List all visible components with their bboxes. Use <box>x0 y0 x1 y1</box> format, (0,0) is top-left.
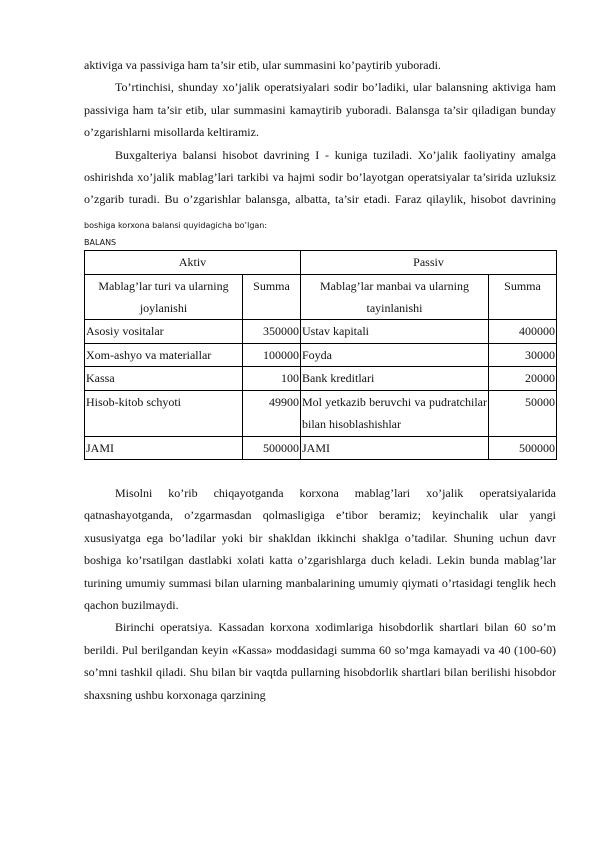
paragraph-2: To’rtinchisi, shunday xo’jalik operatsiyalari sodir bo’ladiki, ular balansning aktiviga ham passiviga ham ta’sir etib, ular summasini kamaytirib yuboradi. Balansga ta’sir qiladigan bunday o’zgarishlarni misollarda keltiramiz. <box>84 80 556 140</box>
aktiv-header: Aktiv <box>85 251 301 274</box>
source-sum: 400000 <box>489 320 557 343</box>
col-header-assets: Mablag’lar turi va ularning joylanishi <box>85 274 243 320</box>
paragraph-3 <box>84 144 556 238</box>
table-caption: BALANS <box>84 238 117 248</box>
paragraph-4: Misolni ko’rib chiqayotganda korxona mablag’lari xo’jalik operatsiyalarida qatnashayotganda, o’zgarmasdan qolmasligiga e’tibor beramiz; keyinchalik ular yangi xususiyatga ega bo’ladilar yoki bir shakldan ikkinchi shaklga o’tadilar. Shuning uchun davr boshiga ko’rsatilgan dastlabki xolati katta o’zgarishlarga duch keladi. Lekin bunda mablag’lar turining umumiy summasi bilan ularning manbalarining umumiy qiymati o’rtasidagi tenglik hech qachon buzilmaydi. <box>84 485 556 612</box>
asset-name: Asosiy vositalar <box>85 320 243 343</box>
source-name: Ustav kapitali <box>301 320 489 343</box>
source-sum: 50000 <box>489 390 557 436</box>
paragraph-5: Birinchi operatsiya. Kassadan korxona xodimlariga hisobdorlik shartlari bilan 60 so’m berildi. Pul berilgandan keyin «Kassa» moddasidagi summa 60 so’mga kamayadi va 40 (100-60) so’mni tashkil qiladi. Shu bilan bir vaqtda pullarning hisobdorlik shartlari bilan berilishi hisobdor shaxsning ushbu korxonaga qarzining <box>84 620 556 702</box>
total-label-left: JAMI <box>85 436 243 459</box>
asset-name: Kassa <box>85 367 243 390</box>
asset-sum: 350000 <box>243 320 301 343</box>
asset-sum: 49900 <box>243 390 301 436</box>
total-sources: 500000 <box>489 436 557 459</box>
source-name: Bank kreditlari <box>301 367 489 390</box>
table-column-header-row <box>85 274 557 320</box>
asset-sum: 100 <box>243 367 301 390</box>
source-sum: 20000 <box>489 367 557 390</box>
passiv-header: Passiv <box>301 251 557 274</box>
document-page <box>84 54 556 706</box>
source-name: Foyda <box>301 343 489 366</box>
asset-name: Hisob-kitob schyoti <box>85 390 243 436</box>
table-section-header-row <box>85 251 557 274</box>
table-row <box>85 343 557 366</box>
paragraph-3-text: Buxgalteriya balansi hisobot davrining I - kuniga tuziladi. Xo’jalik faoliyatiny amalga oshirishda xo’jalik mablag’lari tarkibi va hajmi sodir bo’layotgan operatsiyalar ta’sirida uzluksiz o’zgarib turadi. Bu o’zgarishlar balansga, albatta, ta’sir etadi. Faraz qilaylik, hisobot davrinin <box>84 147 556 207</box>
asset-sum: 100000 <box>243 343 301 366</box>
paragraph-1: aktiviga va passiviga ham ta’sir etib, ular summasini ko’paytirib yuboradi. <box>84 58 441 72</box>
total-assets: 500000 <box>243 436 301 459</box>
paragraph-3-small-text: g boshiga korxona balansi quyidagicha bo’lgan: <box>84 196 556 230</box>
table-row <box>85 320 557 343</box>
col-header-sources: Mablag’lar manbai va ularning tayinlanishi <box>301 274 489 320</box>
col-header-assets-sum: Summa <box>243 274 301 320</box>
col-header-sources-sum: Summa <box>489 274 557 320</box>
asset-name: Xom-ashyo va materiallar <box>85 343 243 366</box>
table-total-row <box>85 436 557 459</box>
table-row <box>85 390 557 436</box>
total-label-right: JAMI <box>301 436 489 459</box>
source-sum: 30000 <box>489 343 557 366</box>
source-name: Mol yetkazib beruvchi va pudratchilar bilan hisoblashishlar <box>301 390 489 436</box>
table-row <box>85 367 557 390</box>
balance-table <box>84 250 557 460</box>
